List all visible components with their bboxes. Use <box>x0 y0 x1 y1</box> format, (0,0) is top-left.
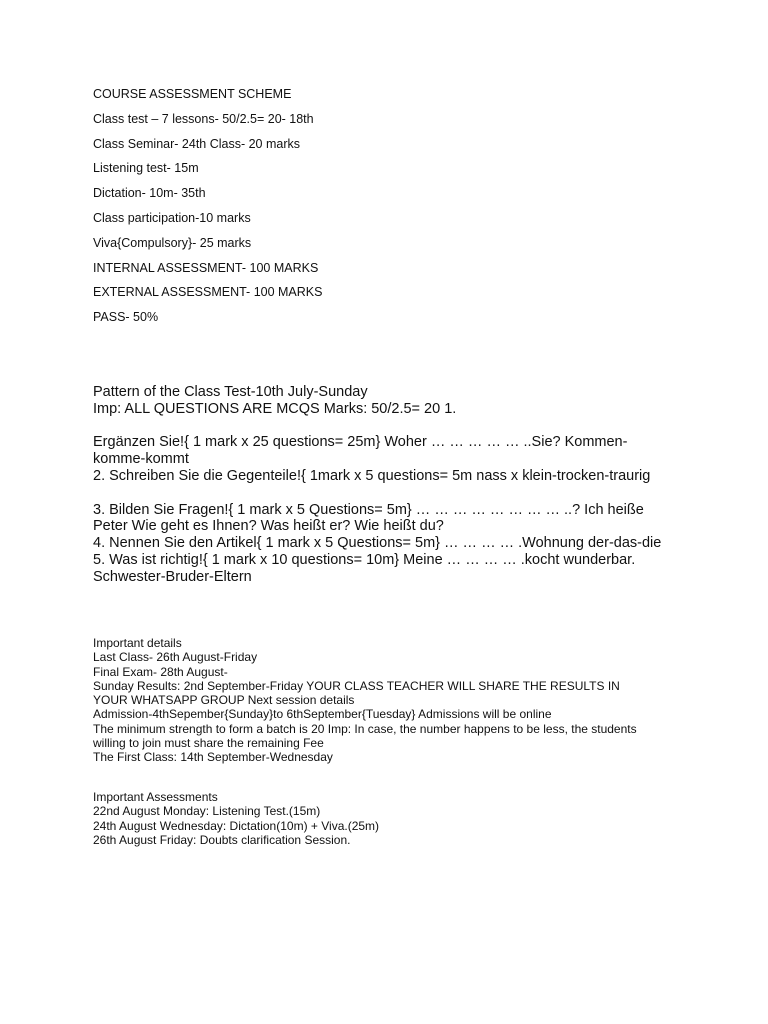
pattern-question-5: 5. Was ist richtig!{ 1 mark x 10 questions= 10m} Meine … … … … .kocht wunderbar. Schwester-Bruder-Eltern <box>93 551 636 585</box>
scheme-line-internal-assessment: INTERNAL ASSESSMENT- 100 MARKS <box>93 260 319 275</box>
pattern-spacer <box>93 418 673 435</box>
scheme-line-class-test: Class test – 7 lessons- 50/2.5= 20- 18th <box>93 111 314 126</box>
details-final-exam: Final Exam- 28th August- <box>93 664 228 679</box>
details-admission: Admission-4thSepember{Sunday}to 6thSeptember{Tuesday} Admissions will be online <box>93 707 552 722</box>
pattern-question-2: 2. Schreiben Sie die Gegenteile!{ 1mark x 5 questions= 5m nass x klein-trocken-traurig <box>93 467 651 484</box>
assessment-scheme-section <box>93 86 322 334</box>
scheme-line-class-seminar: Class Seminar- 24th Class- 20 marks <box>93 136 301 151</box>
important-assessments-section <box>93 790 653 847</box>
important-details-section <box>93 636 653 765</box>
pattern-question-3: 3. Bilden Sie Fragen!{ 1 mark x 5 Questions= 5m} … … … … … … … … ..? Ich heiße Peter Wie geht es Ihnen? Was heißt er? Wie heißt du? <box>93 501 644 535</box>
details-minimum-strength: The minimum strength to form a batch is 20 Imp: In case, the number happens to be less, the students willing to join must share the remaining Fee <box>93 721 637 751</box>
assessment-item: 22nd August Monday: Listening Test.(15m) <box>93 804 321 819</box>
scheme-title: COURSE ASSESSMENT SCHEME <box>93 87 292 101</box>
pattern-question-4: 4. Nennen Sie den Artikel{ 1 mark x 5 Questions= 5m} … … … … .Wohnung der-das-die <box>93 535 662 552</box>
pattern-imp-note: Imp: ALL QUESTIONS ARE MCQS Marks: 50/2.5= 20 1. <box>93 400 457 417</box>
scheme-line-dictation: Dictation- 10m- 35th <box>93 186 206 201</box>
scheme-line-viva: Viva{Compulsory}- 25 marks <box>93 235 252 250</box>
details-last-class: Last Class- 26th August-Friday <box>93 650 258 665</box>
pattern-spacer <box>93 485 673 502</box>
scheme-line-class-participation: Class participation-10 marks <box>93 210 251 225</box>
class-test-pattern-section <box>93 384 673 586</box>
assessment-item: 24th August Wednesday: Dictation(10m) + Viva.(25m) <box>93 818 380 833</box>
scheme-line-pass: PASS- 50% <box>93 310 159 325</box>
details-title: Important details <box>93 636 182 650</box>
scheme-line-external-assessment: EXTERNAL ASSESSMENT- 100 MARKS <box>93 285 323 300</box>
assessments-title: Important Assessments <box>93 790 218 804</box>
assessment-item: 26th August Friday: Doubts clarification Session. <box>93 832 351 847</box>
pattern-title: Pattern of the Class Test-10th July-Sunday <box>93 384 368 400</box>
details-results: Sunday Results: 2nd September-Friday YOUR CLASS TEACHER WILL SHARE THE RESULTS IN YOUR WHATSAPP GROUP Next session details <box>93 678 620 708</box>
scheme-line-listening-test: Listening test- 15m <box>93 161 199 176</box>
details-first-class: The First Class: 14th September-Wednesday <box>93 750 333 765</box>
pattern-question-1: Ergänzen Sie!{ 1 mark x 25 questions= 25m} Woher … … … … … ..Sie? Kommen-komme-kommt <box>93 434 628 468</box>
